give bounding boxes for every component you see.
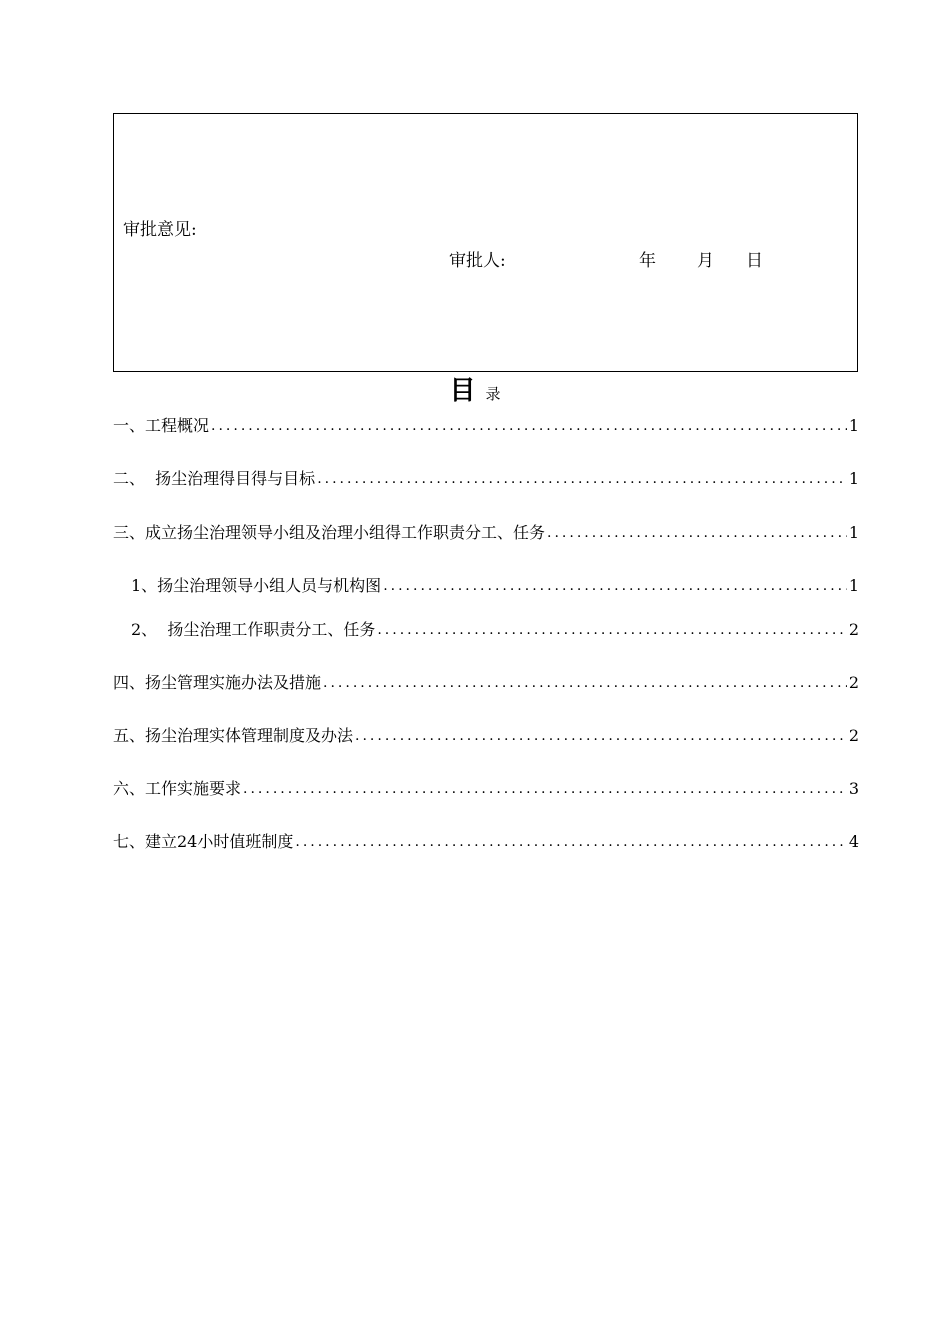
toc-leader-dots (243, 778, 847, 800)
toc-title-secondary: 录 (485, 385, 501, 403)
toc-entry-page: 1 (848, 523, 859, 542)
toc-entry-text: 2、 扬尘治理工作职责分工、任务 (131, 620, 376, 639)
toc-leader-dots (211, 415, 847, 437)
toc-entry-text: 五、扬尘治理实体管理制度及办法 (113, 726, 354, 745)
toc-entry[interactable] (113, 670, 859, 694)
approver-label: 审批人: (449, 251, 506, 271)
toc-entry-page: 1 (848, 416, 859, 435)
toc-leader-dots (383, 575, 847, 597)
toc-entry-page: 2 (848, 726, 859, 745)
toc-entry[interactable] (131, 573, 859, 597)
date-month-label: 月 (697, 251, 714, 271)
toc-entry-page: 1 (848, 469, 859, 488)
toc-entry-text: 四、扬尘管理实施办法及措施 (113, 673, 322, 692)
toc-entry[interactable] (113, 413, 859, 437)
toc-leader-dots (317, 468, 847, 490)
toc-entry[interactable] (131, 617, 859, 641)
date-year-label: 年 (639, 251, 656, 271)
toc-entry[interactable] (113, 829, 859, 853)
toc-entry-text: 六、工作实施要求 (113, 779, 242, 798)
toc-entry[interactable] (113, 520, 859, 544)
toc-entry[interactable] (113, 466, 859, 490)
date-day-label: 日 (746, 251, 763, 271)
toc-leader-dots (547, 522, 847, 544)
toc-leader-dots (323, 672, 847, 694)
toc-entry-page: 1 (848, 576, 859, 595)
toc-entry-text: 三、成立扬尘治理领导小组及治理小组得工作职责分工、任务 (113, 523, 546, 542)
toc-entry-page: 3 (848, 779, 859, 798)
toc-entry-page: 4 (848, 832, 859, 851)
toc-entry-text: 二、 扬尘治理得目得与目标 (113, 469, 316, 488)
toc-entry-text: 七、建立24小时值班制度 (113, 832, 294, 851)
toc-leader-dots (377, 619, 846, 641)
toc-entry[interactable] (113, 723, 859, 747)
toc-title (0, 376, 950, 406)
approval-opinion-label: 审批意见: (123, 220, 197, 240)
toc-entry-text: 一、工程概况 (113, 416, 210, 435)
toc-leader-dots (355, 725, 847, 747)
toc-leader-dots (295, 831, 846, 853)
approval-box (113, 113, 858, 372)
toc-title-main: 目 (449, 376, 476, 406)
toc-entry-text: 1、扬尘治理领导小组人员与机构图 (131, 576, 382, 595)
toc-entry-page: 2 (848, 673, 859, 692)
toc-entry[interactable] (113, 776, 859, 800)
toc-entry-page: 2 (848, 620, 859, 639)
